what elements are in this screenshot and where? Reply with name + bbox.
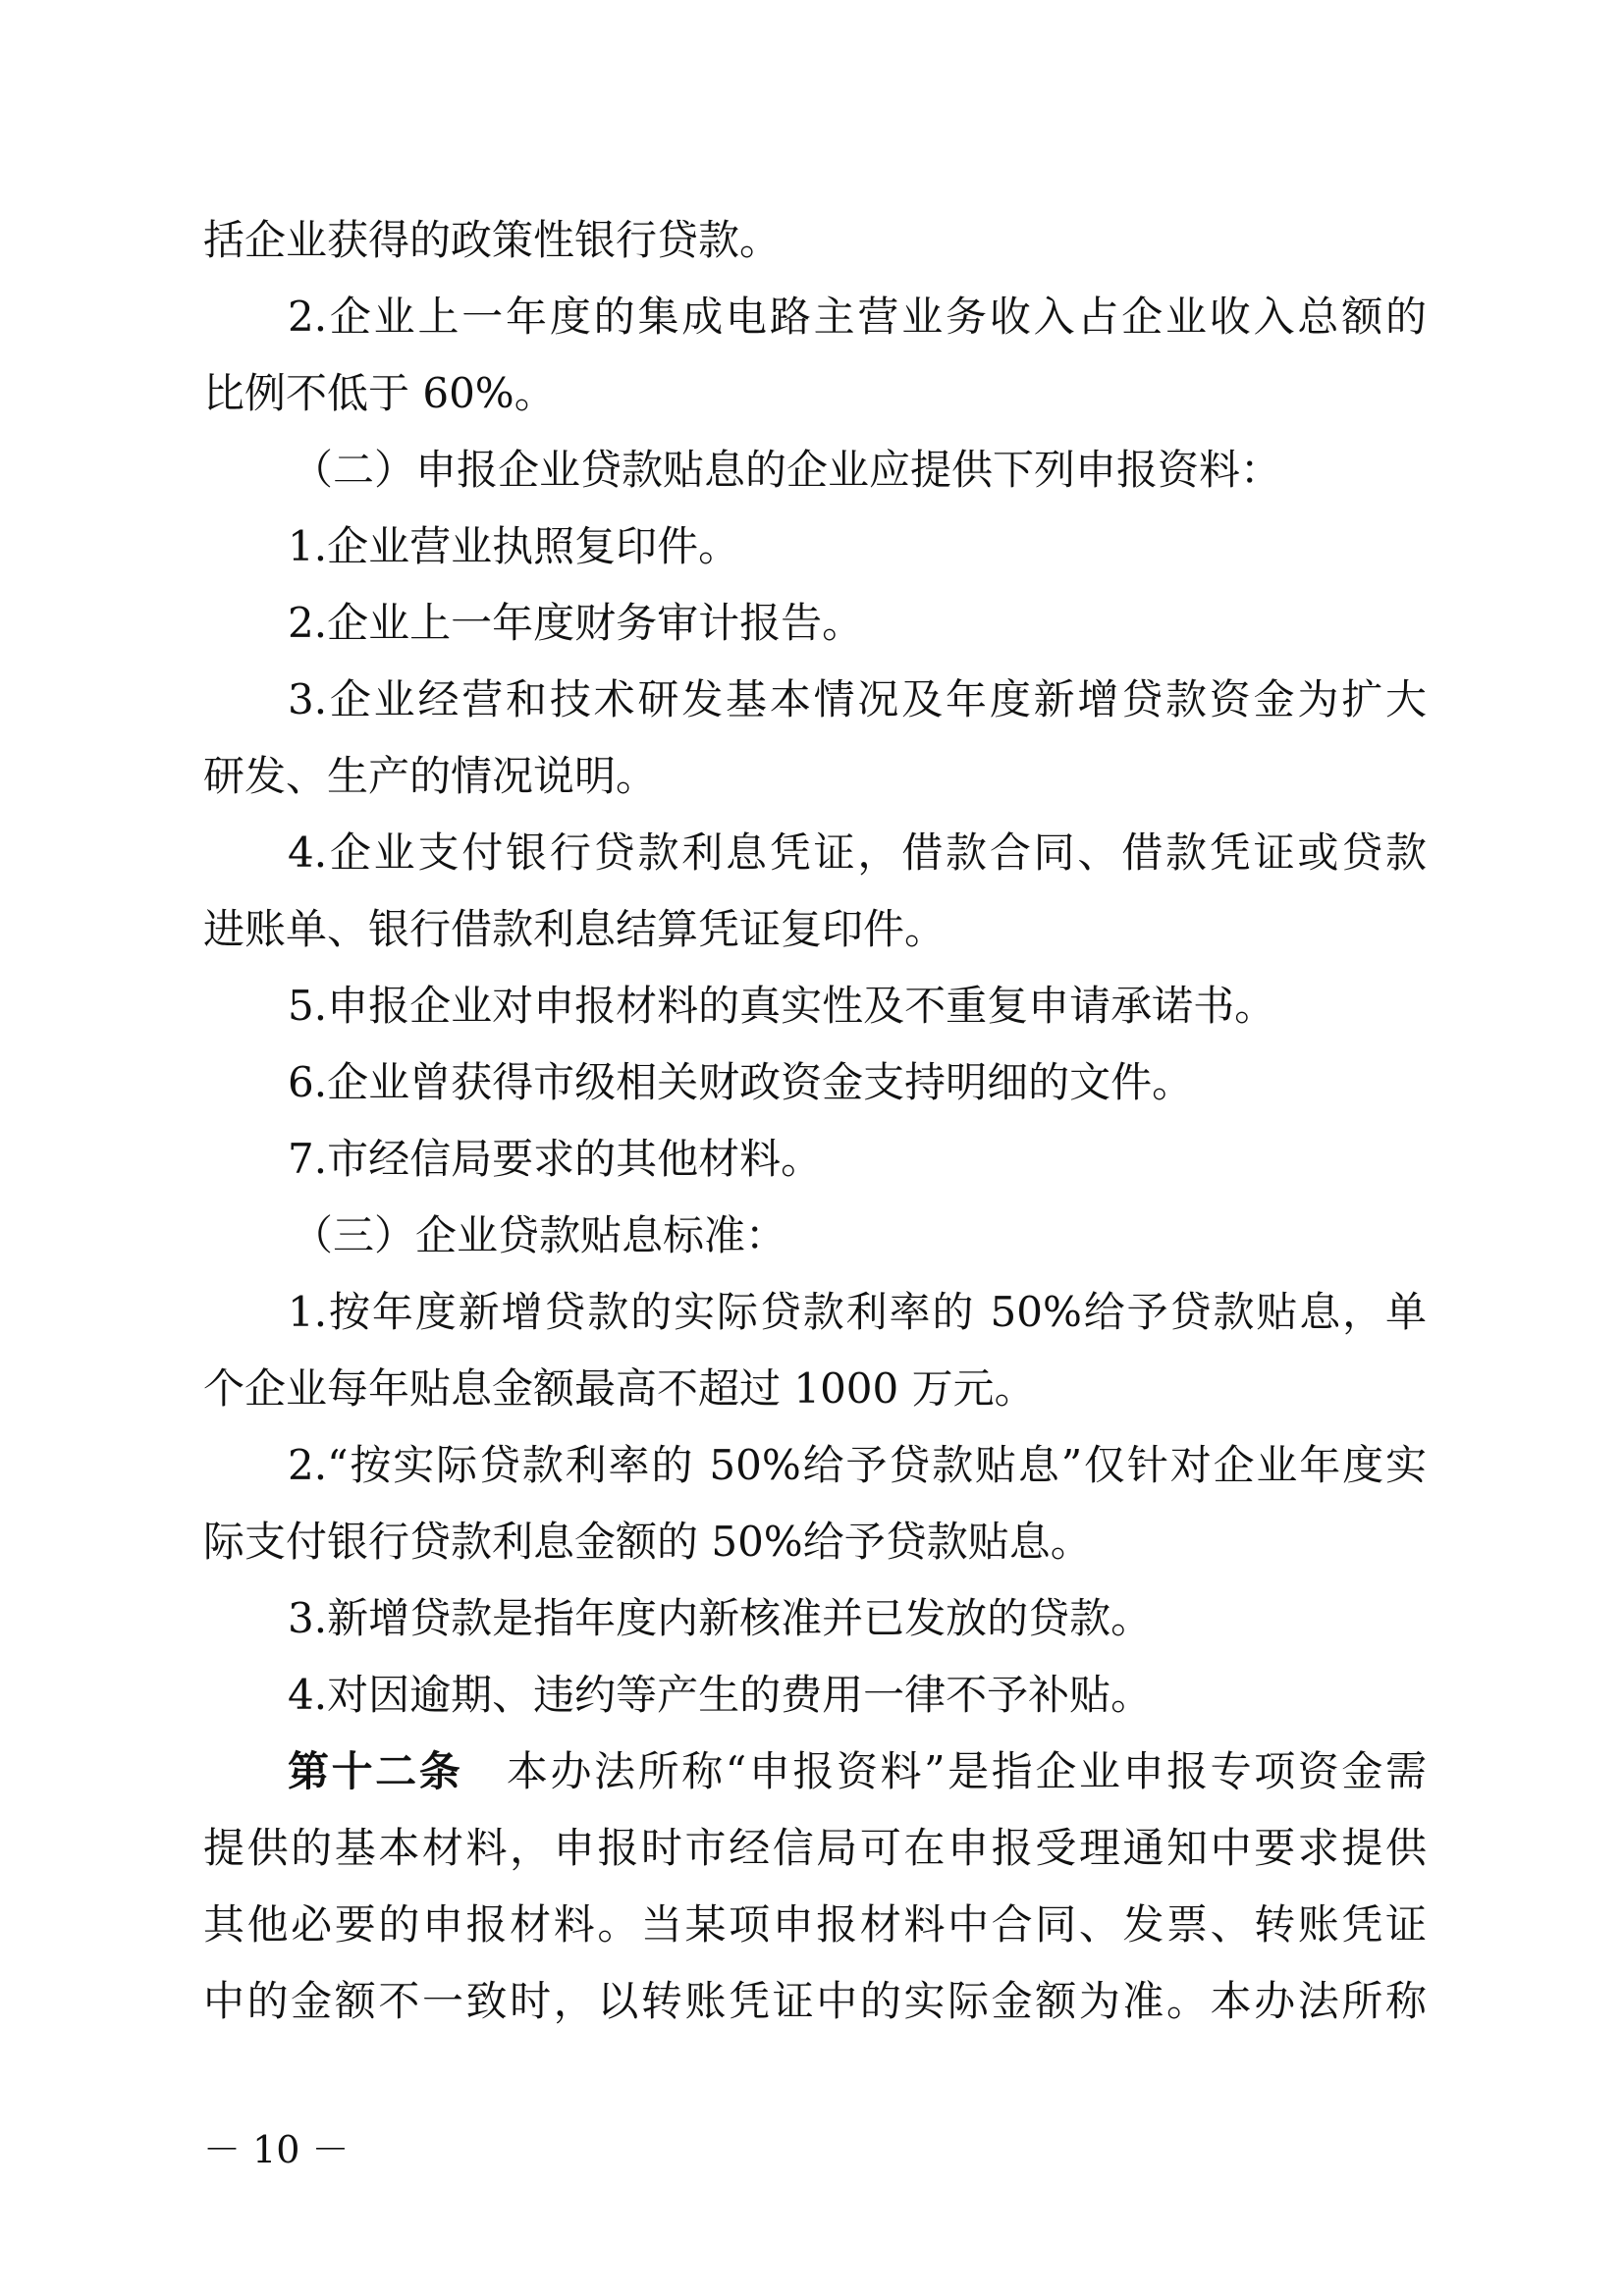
page-number: － 10 － <box>203 2128 350 2171</box>
section-heading: （三）企业贷款贴息标准： <box>292 1211 787 1259</box>
paragraph-line: 际支付银行贷款利息金额的 50%给予贷款贴息。 <box>203 1518 1092 1566</box>
list-item: 2.“按实际贷款利率的 50%给予贷款贴息”仅针对企业年度实 <box>288 1441 1427 1489</box>
list-item: 2.企业上一年度财务审计报告。 <box>288 599 864 647</box>
paragraph-line: 个企业每年贴息金额最高不超过 1000 万元。 <box>203 1364 1036 1413</box>
list-item: 1.企业营业执照复印件。 <box>288 522 740 570</box>
paragraph-line: 进账单、银行借款利息结算凭证复印件。 <box>203 905 947 953</box>
article-line: 其他必要的申报材料。当某项申报材料中合同、发票、转账凭证 <box>203 1900 1427 1949</box>
article-heading: 第十二条 <box>288 1747 463 1795</box>
article-text: 本办法所称“申报资料”是指企业申报专项资金需 <box>506 1747 1427 1795</box>
list-item: 6.企业曾获得市级相关财政资金支持明细的文件。 <box>288 1058 1194 1106</box>
article-line: 提供的基本材料，申报时市经信局可在申报受理通知中要求提供 <box>203 1824 1427 1872</box>
paragraph-line: 研发、生产的情况说明。 <box>203 752 658 800</box>
paragraph-line: 括企业获得的政策性银行贷款。 <box>203 216 782 264</box>
list-item: 3.新增贷款是指年度内新核准并已发放的贷款。 <box>288 1594 1153 1642</box>
section-heading: （二）申报企业贷款贴息的企业应提供下列申报资料： <box>292 446 1282 494</box>
article-first-line <box>288 1737 1427 1806</box>
list-item: 5.申报企业对申报材料的真实性及不重复申请承诺书。 <box>288 982 1276 1030</box>
list-item: 4.对因逾期、违约等产生的费用一律不予补贴。 <box>288 1671 1153 1719</box>
article-line: 中的金额不一致时，以转账凭证中的实际金额为准。本办法所称 <box>203 1977 1427 2025</box>
paragraph-line: 2.企业上一年度的集成电路主营业务收入占企业收入总额的 <box>288 293 1427 341</box>
list-item: 4.企业支付银行贷款利息凭证，借款合同、借款凭证或贷款 <box>288 828 1427 877</box>
list-item: 1.按年度新增贷款的实际贷款利率的 50%给予贷款贴息，单 <box>288 1288 1427 1336</box>
paragraph-line: 比例不低于 60%。 <box>203 369 556 417</box>
list-item: 7.市经信局要求的其他材料。 <box>288 1135 823 1183</box>
list-item: 3.企业经营和技术研发基本情况及年度新增贷款资金为扩大 <box>288 675 1427 723</box>
